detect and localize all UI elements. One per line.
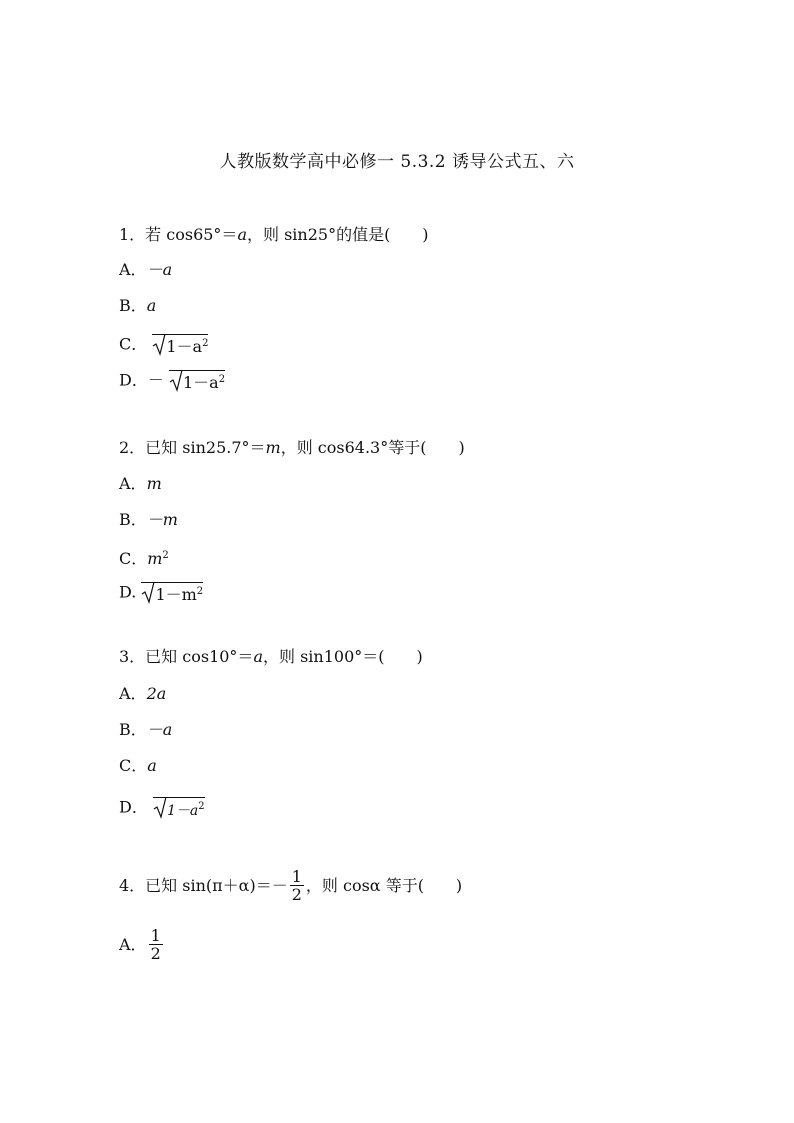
- question-2-stem: [119, 437, 465, 459]
- option-label: D．: [119, 797, 148, 817]
- radical-sign-icon: [169, 368, 183, 392]
- q2-var: m: [265, 438, 281, 457]
- option-text: m: [146, 474, 162, 493]
- q1-option-a[interactable]: [119, 259, 172, 281]
- radical-sign-icon: [153, 795, 167, 819]
- q1-option-d[interactable]: [119, 368, 225, 394]
- option-label: A．: [119, 474, 147, 493]
- exponent: 2: [202, 338, 209, 349]
- option-label: C．: [119, 549, 148, 568]
- denominator: 2: [291, 885, 302, 904]
- question-4-stem: [119, 866, 462, 906]
- q3-stem-b: ，则 sin100°＝( ): [262, 647, 423, 666]
- exponent: 2: [162, 550, 169, 561]
- radical-sign-icon: [141, 580, 155, 604]
- option-label: C．: [119, 334, 148, 354]
- option-label: D．: [119, 370, 148, 390]
- option-label: A．: [119, 260, 147, 279]
- q1-stem-b: ，则 sin25°的值是( ): [246, 225, 429, 244]
- option-label: D.: [119, 582, 137, 602]
- q1-option-b[interactable]: [119, 295, 156, 317]
- radicand: 1－a: [166, 803, 199, 819]
- q4-option-a[interactable]: [119, 925, 165, 965]
- option-label: A．: [119, 684, 147, 703]
- q2-option-a[interactable]: [119, 473, 162, 495]
- option-text: a: [147, 756, 157, 775]
- sqrt-expression: [153, 795, 205, 821]
- q4-stem-a: 4．已知 sin(π＋α)＝－: [119, 876, 288, 895]
- q2-option-c[interactable]: [119, 545, 169, 570]
- exponent: 2: [196, 586, 204, 597]
- q4-stem-b: ，则 cosα 等于( ): [305, 876, 463, 895]
- option-text: －a: [146, 260, 173, 279]
- q2-option-d[interactable]: [119, 580, 203, 606]
- q3-option-b[interactable]: [119, 719, 172, 741]
- q2-stem-a: 2．已知 sin25.7°＝: [119, 438, 266, 457]
- option-label: B．: [119, 510, 147, 529]
- option-label: C．: [119, 756, 148, 775]
- option-prefix: －: [147, 370, 164, 390]
- q1-option-c[interactable]: [119, 332, 208, 358]
- question-3-stem: [119, 646, 423, 668]
- sqrt-expression: [152, 332, 208, 358]
- numerator: 1: [150, 926, 161, 945]
- exponent: 2: [218, 374, 226, 385]
- option-text: 2a: [146, 684, 167, 703]
- option-text: m: [147, 549, 163, 568]
- option-label: B．: [119, 720, 147, 739]
- radicand: 1－a: [182, 373, 219, 392]
- q3-var: a: [253, 647, 263, 666]
- denominator: 2: [150, 944, 161, 963]
- option-text: a: [146, 296, 157, 315]
- q2-option-b[interactable]: [119, 509, 178, 531]
- option-label: A．: [119, 935, 147, 954]
- q3-option-c[interactable]: [119, 755, 157, 777]
- radicand: 1－a: [166, 337, 203, 356]
- sqrt-expression: [169, 368, 225, 394]
- option-label: B．: [119, 296, 147, 315]
- q1-stem-a: 1．若 cos65°＝: [119, 225, 238, 244]
- fraction: [149, 928, 163, 963]
- radicand: 1－m: [155, 585, 197, 604]
- sqrt-expression: [141, 580, 203, 606]
- numerator: 1: [291, 867, 302, 886]
- question-1-stem: [119, 224, 429, 246]
- q3-option-a[interactable]: [119, 683, 166, 705]
- q3-option-d[interactable]: [119, 795, 205, 821]
- q2-stem-b: ，则 cos64.3°等于( ): [280, 438, 465, 457]
- radical-sign-icon: [152, 332, 166, 356]
- q3-stem-a: 3．已知 cos10°＝: [119, 647, 254, 666]
- exponent: 2: [198, 801, 205, 812]
- q1-var: a: [237, 225, 247, 244]
- option-text: －a: [146, 720, 173, 739]
- option-text: －m: [146, 510, 178, 529]
- page-title: 人教版数学高中必修一 5.3.2 诱导公式五、六: [219, 152, 575, 172]
- fraction: [290, 869, 304, 904]
